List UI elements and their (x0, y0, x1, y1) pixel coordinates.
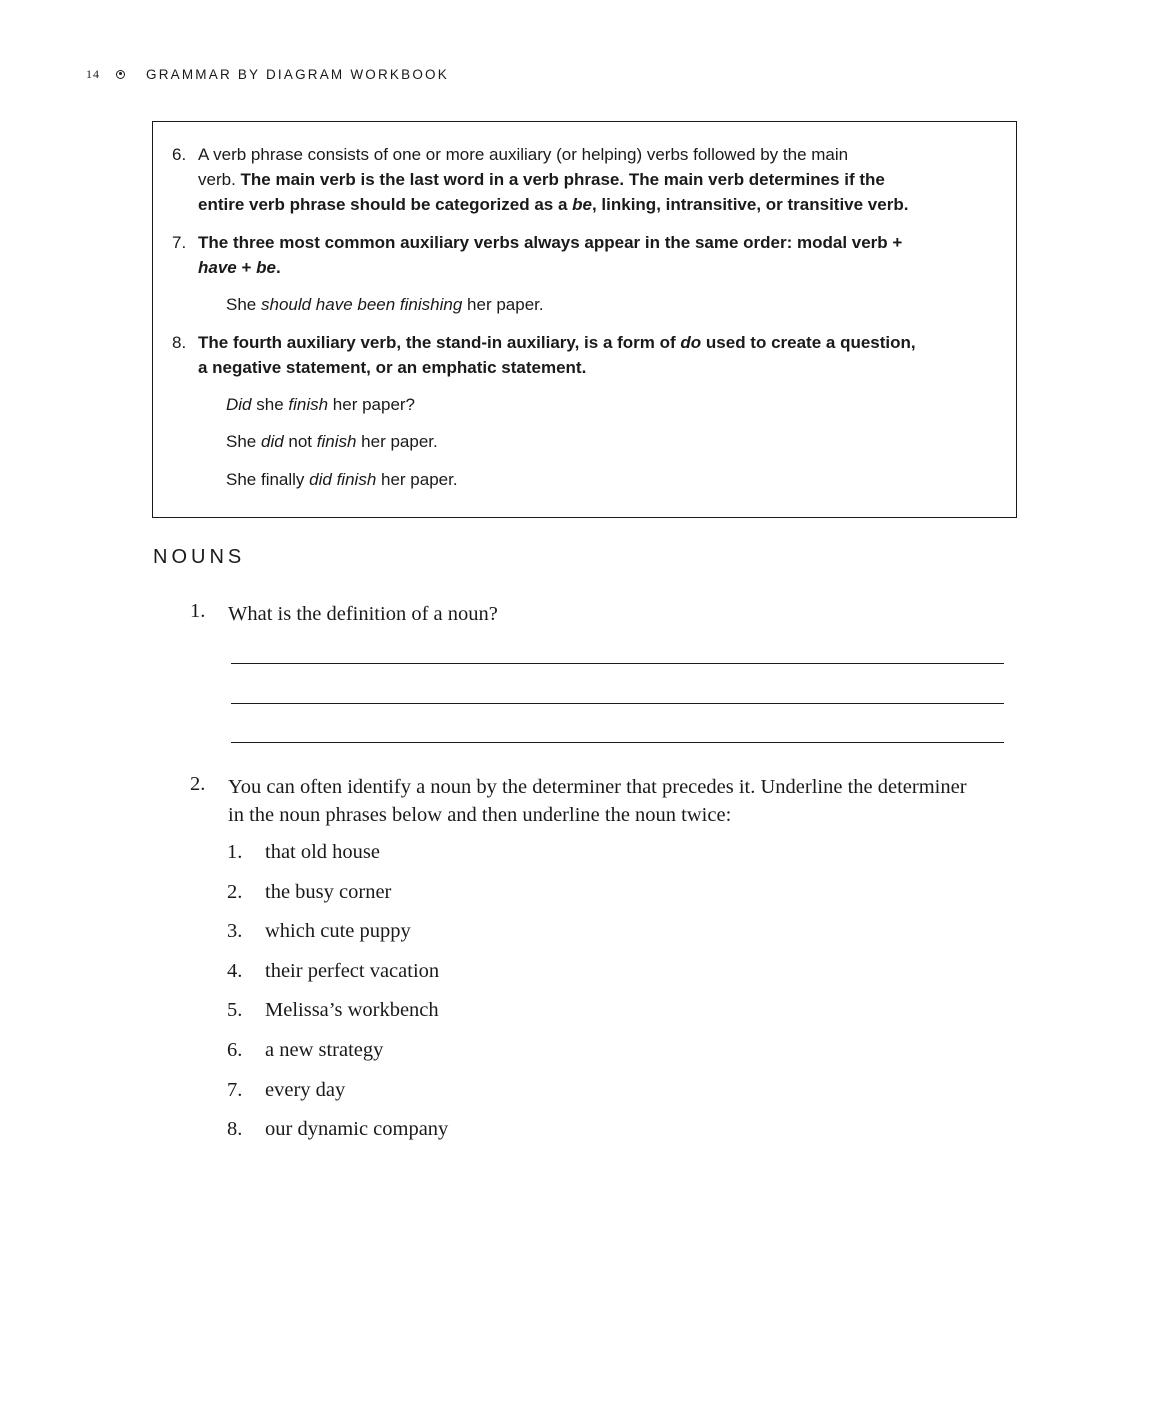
rule-term: do (680, 333, 702, 352)
item-number: 6. (227, 1039, 243, 1061)
rule-line: a negative statement, or an emphatic statement. (198, 358, 587, 377)
rule-6 (172, 142, 1002, 217)
rule-text-bold: + (236, 258, 257, 277)
example-verb-phrase: did finish (309, 470, 377, 489)
rule-line (198, 192, 1002, 217)
noun-phrase: every day (265, 1079, 346, 1101)
rule-line (198, 330, 1002, 355)
rule-term: have (198, 258, 237, 277)
rule-text-bold: The main verb is the last word in a verb phrase. The main verb determines if the (240, 170, 885, 189)
example-verb: did (260, 432, 284, 451)
example-verb-phrase: should have been finishing (260, 295, 463, 314)
item-number: 3. (227, 920, 243, 942)
example-text: She finally (226, 470, 310, 489)
example-sentence (226, 292, 544, 317)
rule-line: A verb phrase consists of one or more auxiliary (or helping) verbs followed by the main (198, 145, 849, 164)
running-title: GRAMMAR BY DIAGRAM WORKBOOK (146, 66, 449, 82)
noun-phrase-item (227, 1039, 383, 1062)
item-number: 7. (227, 1079, 243, 1101)
noun-phrase: which cute puppy (265, 920, 411, 942)
rules-box (152, 121, 1017, 518)
item-number: 2. (227, 881, 243, 903)
example-text: not (283, 432, 317, 451)
rule-text-bold: . (275, 258, 281, 277)
rule-text (198, 142, 1002, 217)
noun-phrase-item (227, 1079, 345, 1102)
rule-7 (172, 230, 1002, 280)
noun-phrase-item (227, 999, 439, 1022)
example-sentence (226, 392, 415, 417)
answer-line[interactable] (231, 703, 1004, 704)
answer-line[interactable] (231, 663, 1004, 664)
noun-phrase-item (227, 841, 380, 864)
noun-phrase-item (227, 881, 391, 904)
bullet-ornament-icon (116, 70, 125, 79)
example-sentence (226, 429, 438, 454)
noun-phrase: a new strategy (265, 1039, 384, 1061)
example-text: She (226, 432, 261, 451)
item-number: 8. (227, 1118, 243, 1140)
question-line: in the noun phrases below and then underline the noun twice: (228, 804, 732, 826)
rule-8 (172, 330, 1002, 380)
example-verb: Did (226, 395, 252, 414)
question-number: 2. (190, 773, 206, 795)
noun-phrase: that old house (265, 841, 381, 863)
rule-line (198, 167, 1002, 192)
example-verb: finish (316, 432, 357, 451)
question-text (228, 773, 1028, 829)
noun-phrase: our dynamic company (265, 1118, 449, 1140)
running-head (86, 64, 449, 84)
answer-line[interactable] (231, 742, 1004, 743)
question-1 (190, 600, 1028, 628)
example-text: her paper. (356, 432, 438, 451)
noun-phrase-item (227, 960, 439, 983)
example-text: her paper? (328, 395, 416, 414)
rule-number: 8. (172, 333, 187, 352)
question-line: You can often identify a noun by the determiner that precedes it. Underline the determiner (228, 776, 967, 798)
rule-text-bold: used to create a question, (701, 333, 916, 352)
example-sentence (226, 467, 458, 492)
section-heading: NOUNS (153, 546, 246, 568)
rule-text (198, 330, 1002, 380)
rule-text-plain: verb. (198, 170, 241, 189)
page-number: 14 (86, 66, 100, 81)
item-number: 1. (227, 841, 243, 863)
rule-text-bold: entire verb phrase should be categorized as a (198, 195, 573, 214)
example-text: She (226, 295, 261, 314)
rule-line (198, 255, 1002, 280)
rule-number: 7. (172, 233, 187, 252)
noun-phrase: the busy corner (265, 881, 392, 903)
question-text: What is the definition of a noun? (228, 603, 498, 625)
question-number: 1. (190, 600, 206, 622)
example-verb: finish (288, 395, 329, 414)
rule-term: be (256, 258, 276, 277)
rule-text (198, 230, 1002, 280)
example-text: her paper. (462, 295, 544, 314)
rule-text-bold: , linking, intransitive, or transitive verb. (591, 195, 909, 214)
example-text: her paper. (376, 470, 458, 489)
question-2 (190, 773, 1028, 829)
rule-text-bold: The fourth auxiliary verb, the stand-in auxiliary, is a form of (198, 333, 681, 352)
noun-phrase-item (227, 1118, 448, 1141)
noun-phrase: their perfect vacation (265, 960, 440, 982)
rule-line: The three most common auxiliary verbs always appear in the same order: modal verb + (198, 233, 903, 252)
noun-phrase-item (227, 920, 411, 943)
noun-phrase: Melissa’s workbench (265, 999, 439, 1021)
item-number: 4. (227, 960, 243, 982)
item-number: 5. (227, 999, 243, 1021)
rule-term: be (572, 195, 592, 214)
rule-number: 6. (172, 145, 187, 164)
example-text: she (251, 395, 289, 414)
